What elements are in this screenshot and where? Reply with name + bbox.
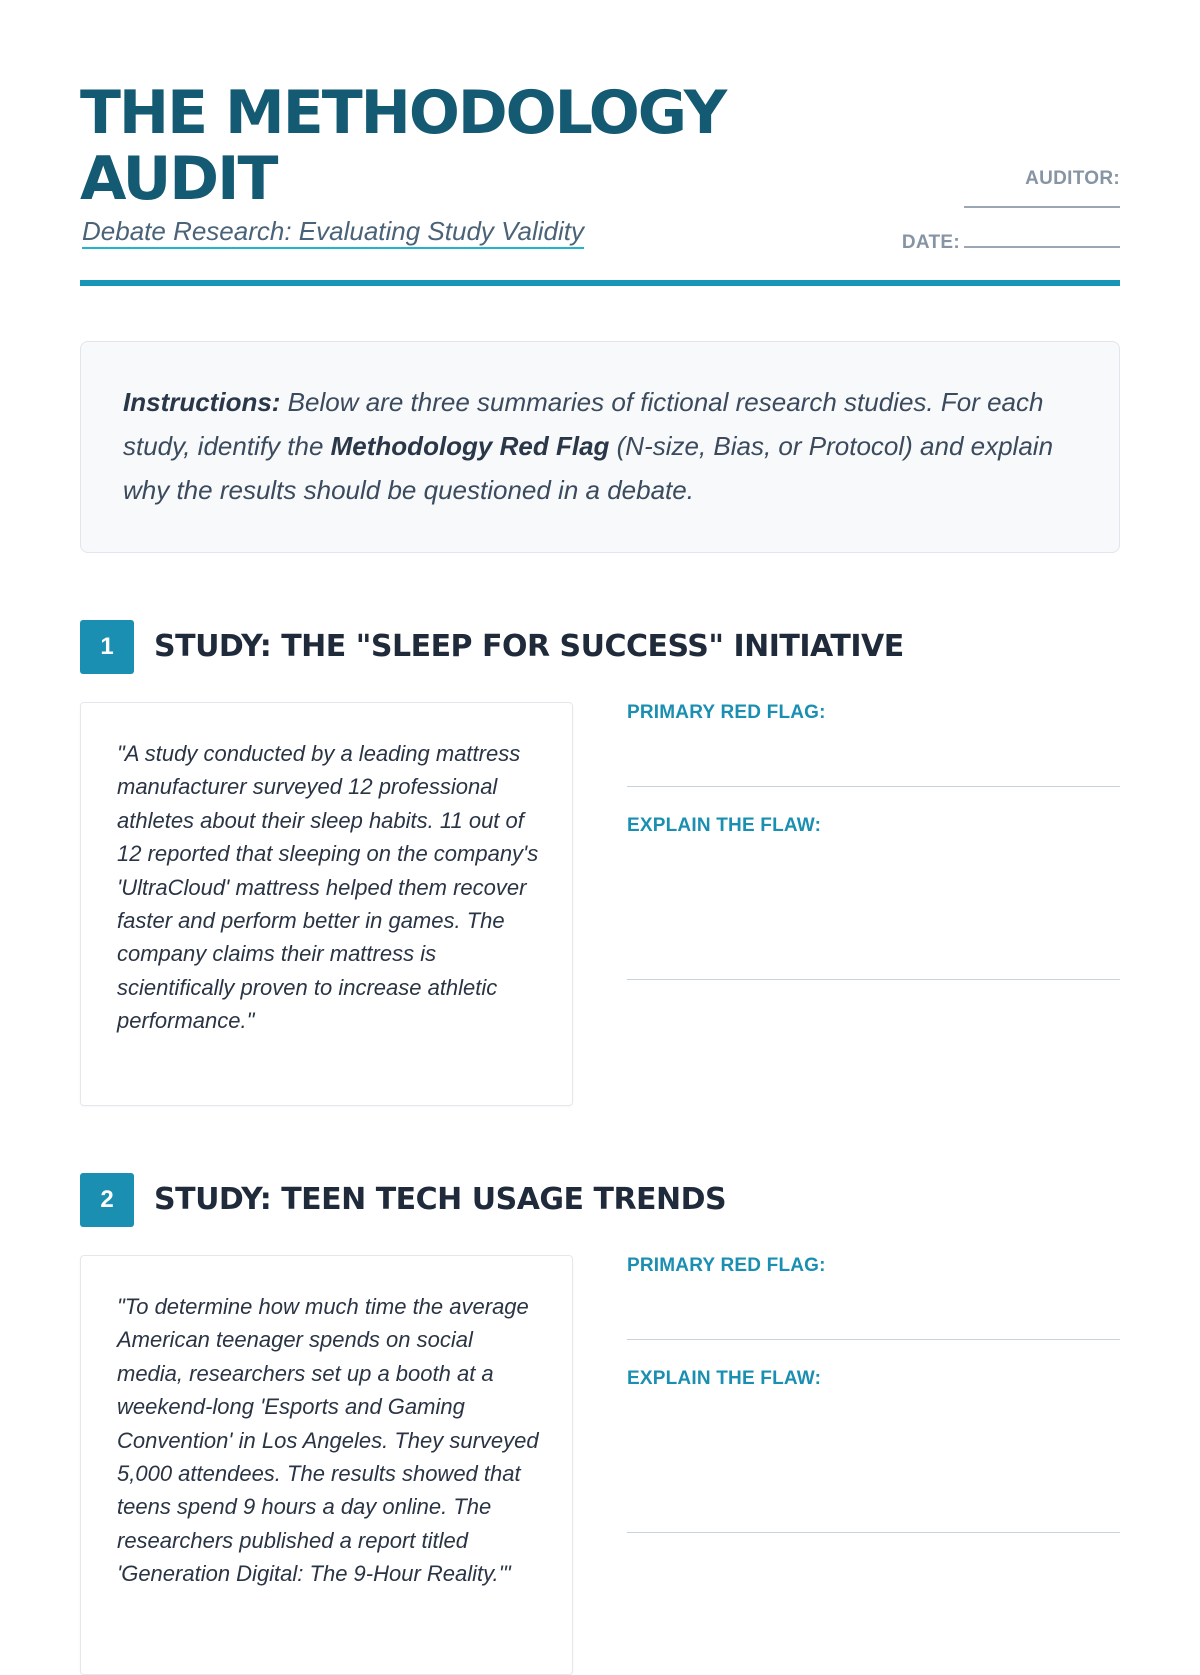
- study-header: [80, 620, 1120, 674]
- auditor-blank-line[interactable]: [964, 206, 1120, 208]
- explain-flaw-answer-line[interactable]: [627, 1532, 1120, 1533]
- instructions-text-b: (N-size, Bias, or Protocol) and explain why the results should be questioned in a debate.: [123, 431, 1054, 505]
- page-header: [80, 80, 1120, 286]
- explain-flaw-answer-line[interactable]: [627, 979, 1120, 980]
- primary-red-flag-label: PRIMARY RED FLAG:: [627, 1255, 826, 1276]
- study-summary-text: "To determine how much time the average American teenager spends on social media, researchers set up a booth at a weekend-long 'Esports and Gaming Convention' in Los Angeles. They surveyed 5,000 attendees. The results showed that teens spend 9 hours a day online. The researchers published a report titled 'Generation Digital: The 9-Hour Reality.'": [117, 1294, 539, 1587]
- study-number-badge: 1: [80, 620, 134, 674]
- study-summary-card: [80, 702, 573, 1106]
- study-section-2: [80, 1173, 1120, 1633]
- date-blank-line[interactable]: [964, 228, 1120, 248]
- date-label: DATE:: [901, 232, 960, 253]
- study-summary-text: "A study conducted by a leading mattress manufacturer surveyed 12 professional athletes about their sleep habits. 11 out of 12 reported that sleeping on the company's 'UltraCloud' mattress helped them recover faster and perform better in games. The company claims their mattress is scientifically proven to increase athletic performance.": [117, 741, 539, 1034]
- auditor-label: AUDITOR:: [1025, 168, 1120, 189]
- explain-flaw-label: EXPLAIN THE FLAW:: [627, 1368, 822, 1389]
- primary-red-flag-answer-line[interactable]: [627, 786, 1120, 787]
- study-header: [80, 1173, 1120, 1227]
- title-line-1: THE METHODOLOGY: [80, 78, 726, 148]
- instructions-text-a: Below are three summaries of fictional research studies. For each study, identify the: [123, 387, 1044, 461]
- instructions-text: [123, 380, 1077, 512]
- instructions-lead: Instructions:: [123, 387, 281, 417]
- date-row: [902, 228, 1120, 254]
- page-title: [80, 80, 780, 212]
- study-summary-card: [80, 1255, 573, 1675]
- study-section-1: [80, 620, 1120, 1110]
- study-title: STUDY: TEEN TECH USAGE TRENDS: [154, 1182, 727, 1217]
- auditor-row: [860, 168, 1120, 190]
- title-line-2: AUDIT: [80, 144, 277, 214]
- study-title: STUDY: THE "SLEEP FOR SUCCESS" INITIATIVE: [154, 629, 904, 664]
- primary-red-flag-label: PRIMARY RED FLAG:: [627, 702, 826, 723]
- explain-flaw-label: EXPLAIN THE FLAW:: [627, 815, 822, 836]
- page-subtitle: Debate Research: Evaluating Study Validity: [82, 216, 584, 249]
- instructions-emphasis: Methodology Red Flag: [330, 431, 610, 461]
- primary-red-flag-answer-line[interactable]: [627, 1339, 1120, 1340]
- worksheet-page: [80, 0, 1120, 1600]
- instructions-box: [80, 341, 1120, 553]
- header-divider: [80, 280, 1120, 286]
- study-number-badge: 2: [80, 1173, 134, 1227]
